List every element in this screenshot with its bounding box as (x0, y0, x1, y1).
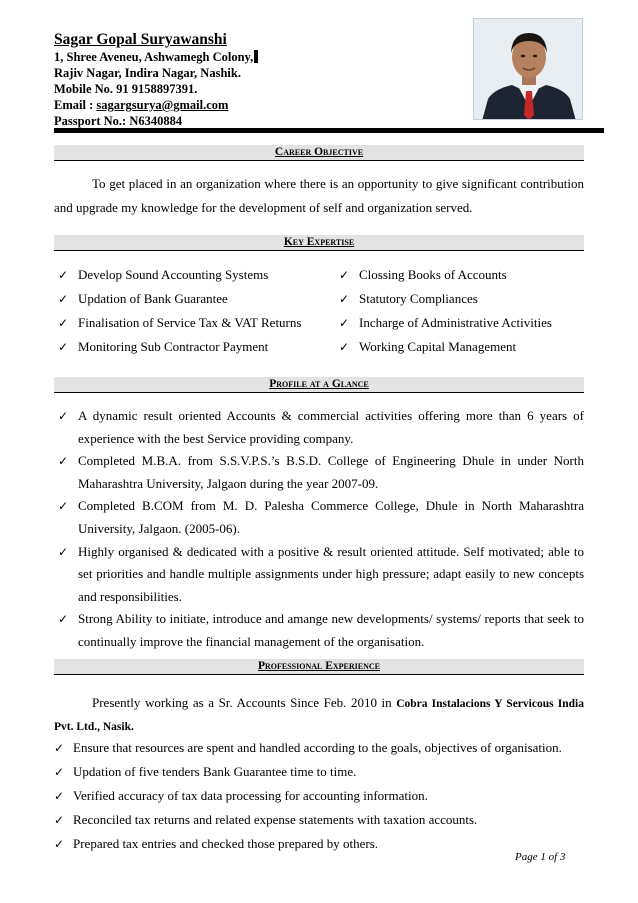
check-icon: ✓ (54, 789, 65, 803)
profile-list (58, 405, 584, 654)
expertise-item-label: Develop Sound Accounting Systems (78, 267, 269, 282)
company-name: Cobra Instalacions Y Servicous India (396, 698, 584, 710)
profile-item (58, 608, 584, 653)
expertise-item-label: Incharge of Administrative Activities (359, 315, 552, 330)
check-icon: ✓ (339, 268, 350, 282)
expertise-item (58, 335, 268, 359)
career-objective-body: To get placed in an organization where there is an opportunity to give significant contribution and upgrade my knowledge for the development of self and organization served. (54, 176, 584, 215)
text-cursor (254, 50, 258, 63)
responsibility-item (54, 784, 584, 808)
profile-item-text: A dynamic result oriented Accounts & commercial activities offering more than 6 years of experience with the best Service providing company. (78, 408, 584, 446)
check-icon: ✓ (58, 454, 69, 469)
experience-intro-text: Presently working as a Sr. Accounts Since Feb. 2010 in (92, 695, 397, 710)
check-icon: ✓ (339, 316, 350, 330)
profile-item (58, 495, 584, 540)
expertise-item-label: Working Capital Management (359, 339, 517, 354)
portrait-photo-svg (474, 19, 583, 120)
responsibility-item (54, 832, 584, 856)
expertise-item (339, 287, 478, 311)
check-icon: ✓ (339, 340, 350, 354)
email-link[interactable]: sagargsurya@gmail.com (96, 98, 229, 112)
check-icon: ✓ (54, 813, 65, 827)
header-divider (54, 128, 604, 133)
responsibility-text: Prepared tax entries and checked those prepared by others. (73, 836, 379, 851)
check-icon: ✓ (58, 340, 69, 354)
responsibilities-list (54, 736, 584, 856)
profile-item-text: Highly organised & dedicated with a positive & result oriented attitude. Self motivated; able to set priorities and handle multiple assignments under high pressure; adapt easily to new concepts and responsibilities. (78, 543, 584, 604)
check-icon: ✓ (58, 544, 69, 559)
email-label: Email : (54, 98, 97, 112)
responsibility-item (54, 736, 584, 760)
expertise-item-label: Monitoring Sub Contractor Payment (78, 339, 269, 354)
check-icon: ✓ (54, 741, 65, 755)
check-icon: ✓ (58, 292, 69, 306)
career-objective-text (54, 172, 584, 219)
check-icon: ✓ (58, 409, 69, 423)
section-heading-experience: Professional Experience (54, 659, 584, 675)
check-icon: ✓ (58, 612, 69, 627)
expertise-item (58, 263, 268, 287)
contact-header (54, 30, 474, 129)
responsibility-item (54, 760, 584, 784)
check-icon: ✓ (54, 765, 65, 779)
check-icon: ✓ (339, 292, 350, 306)
responsibility-item (54, 808, 584, 832)
responsibility-text: Updation of five tenders Bank Guarantee time to time. (73, 764, 357, 779)
check-icon: ✓ (58, 268, 69, 282)
responsibility-text: Ensure that resources are spent and handled according to the goals, objectives of organisation. (73, 740, 562, 755)
section-heading-profile: Profile at a Glance (54, 377, 584, 393)
section-heading-career-objective: Career Objective (54, 145, 584, 161)
responsibility-text: Verified accuracy of tax data processing for accounting information. (73, 788, 428, 803)
profile-item (58, 541, 584, 609)
check-icon: ✓ (58, 499, 69, 514)
profile-item (58, 450, 584, 495)
responsibility-text: Reconciled tax returns and related expense statements with taxation accounts. (73, 812, 478, 827)
company-name-cont: Pvt. Ltd., Nasik. (54, 721, 134, 733)
address-line-1 (54, 49, 474, 65)
expertise-item-label: Finalisation of Service Tax & VAT Returns (78, 315, 302, 330)
expertise-item (339, 263, 507, 287)
address-line-1-text: 1, Shree Aveneu, Ashwamegh Colony, (54, 50, 254, 64)
expertise-item (58, 311, 301, 335)
portrait-photo (473, 18, 583, 120)
section-heading-key-expertise: Key Expertise (54, 235, 584, 251)
expertise-item-label: Updation of Bank Guarantee (78, 291, 228, 306)
candidate-name: Sagar Gopal Suryawanshi (54, 31, 227, 48)
address-line-2: Rajiv Nagar, Indira Nagar, Nashik. (54, 66, 241, 80)
profile-item-text: Strong Ability to initiate, introduce and amange new developments/ systems/ reports that seek to continually improve the financial management of the organisation. (78, 611, 584, 649)
passport-number: Passport No.: N6340884 (54, 114, 183, 128)
profile-item (58, 405, 584, 450)
email-line (54, 97, 474, 113)
check-icon: ✓ (54, 837, 65, 851)
expertise-item (58, 287, 228, 311)
check-icon: ✓ (58, 316, 69, 330)
page-number: Page 1 of 3 (515, 851, 566, 863)
expertise-item (339, 335, 516, 359)
experience-intro (54, 692, 584, 738)
mobile-number: Mobile No. 91 9158897391. (54, 82, 198, 96)
profile-item-text: Completed B.COM from M. D. Palesha Commerce College, Dhule in North Maharashtra University, Jalgaon. (2005-06). (78, 498, 584, 536)
expertise-item-label: Clossing Books of Accounts (359, 267, 507, 282)
expertise-item-label: Statutory Compliances (359, 291, 478, 306)
expertise-item (339, 311, 552, 335)
profile-item-text: Completed M.B.A. from S.S.V.P.S.’s B.S.D. College of Engineering Dhule in under North Maharashtra University, Jalgaon during the year 2007-09. (78, 453, 584, 491)
